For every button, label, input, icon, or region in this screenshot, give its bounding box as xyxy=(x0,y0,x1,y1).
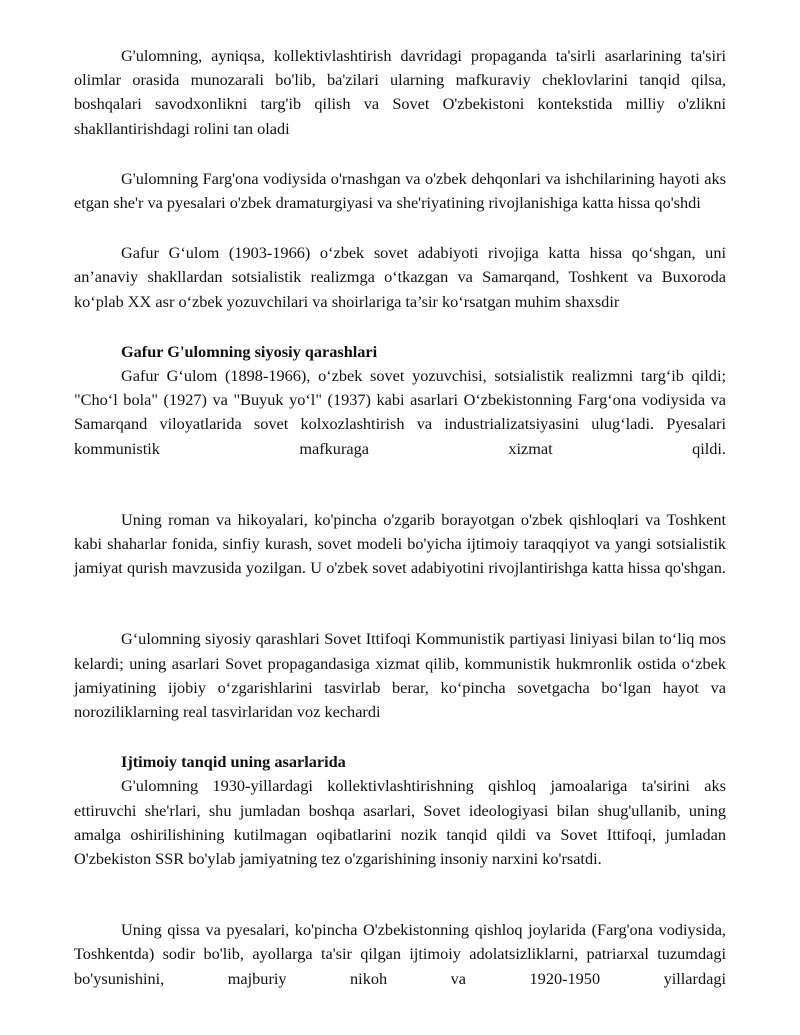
paragraph-fergana-poems: G'ulomning Farg'ona vodiysida o'rnashgan va o'zbek dehqonlari va ishchilarining hayoti aks etgan she'r va pyesalari o'zbek dramaturgiyasi va she'riyatining rivojlanishiga katta hissa qo'shdi xyxy=(74,168,726,213)
paragraph-propaganda-debate: G'ulomning, ayniqsa, kollektivlashtirish davridagi propaganda ta'sirli asarlarining ta'siri olimlar orasida munozarali bo'lib, ba'zilari ularning mafkuraviy cheklovlarini tanqid qilsa, boshqalari savodxonlikni targ'ib qilish va Sovet O'zbekistoni kontekstida milliy o'zlikni shakllantirishdagi rolini tan oladi xyxy=(74,46,726,138)
paragraph-biography: Gafur G‘ulom (1903-1966) o‘zbek sovet adabiyoti rivojiga katta hissa qo‘shgan, uni an’anaviy shakllardan sotsialistik realizmga o‘tkazgan va Samarqand, Toshkent va Buxoroda ko‘plab XX asr o‘zbek yozuvchilari va shoirlariga ta’sir ko‘rsatgan muhim shaxsdir xyxy=(74,243,726,311)
paragraph-socialist-realism: Gafur G‘ulom (1898-1966), o‘zbek sovet yozuvchisi, sotsialistik realizmni targ‘ib qildi; "Cho‘l bola" (1927) va "Buyuk yo‘l" (1937) kabi asarlari O‘zbekistonning Farg‘ona vodiysida va Samarqand viloyatlarida sovet kolxozlashtirish va industrializatsiyasini ulug‘ladi. Pyesalari kommunistik mafkuraga xizmat qildi. xyxy=(74,366,726,458)
document-page xyxy=(74,44,726,991)
paragraph-stories-plays: Uning qissa va pyesalari, ko'pincha O'zbekistonning qishloq joylarida (Farg'ona vodiysida, Toshkentda) sodir bo'lib, ayollarga ta'sir qilgan ijtimoiy adolatsizliklarni, patriarxal tuzumdagi bo'ysunishini, majburiy nikoh va 1920-1950 yillardagi xyxy=(74,920,726,988)
paragraph-collectivization-poems: G'ulomning 1930-yillardagi kollektivlashtirishning qishloq jamoalariga ta'sirini aks ettiruvchi she'rlari, shu jumladan boshqa asarlari, Sovet ideologiyasi bilan shug'ullanib, uning amalga oshirilishining kutilmagan oqibatlarini nozik tanqid qildi va Sovet Ittifoqi, jumladan O'zbekiston SSR bo'ylab jamiyatning tez o'zgarishining insoniy narxini ko'rsatdi. xyxy=(74,776,726,869)
section-heading-political-views: Gafur G'ulomning siyosiy qarashlari xyxy=(121,341,378,361)
paragraph-party-line: G‘ulomning siyosiy qarashlari Sovet Ittifoqi Kommunistik partiyasi liniyasi bilan to‘liq mos kelardi; uning asarlari Sovet propagandasiga xizmat qilib, kommunistik hukmronlik ostida o‘zbek jamiyatining ijobiy o‘zgarishlarini tasvirlab berar, ko‘pincha sovetgacha bo‘lgan hayot va noroziliklarning real tasvirlaridan voz kechardi xyxy=(74,629,726,722)
paragraph-novels-stories: Uning roman va hikoyalari, ko'pincha o'zgarib borayotgan o'zbek qishloqlari va Toshkent kabi shaharlar fonida, sinfiy kurash, sovet modeli bo'yicha ijtimoiy taraqqiyot va yangi sotsialistik jamiyat qurish mavzusida yozilgan. U o'zbek sovet adabiyotini rivojlantirishga katta hissa qo'shgan. xyxy=(74,509,726,578)
section-heading-social-critique: Ijtimoiy tanqid uning asarlarida xyxy=(121,752,346,772)
